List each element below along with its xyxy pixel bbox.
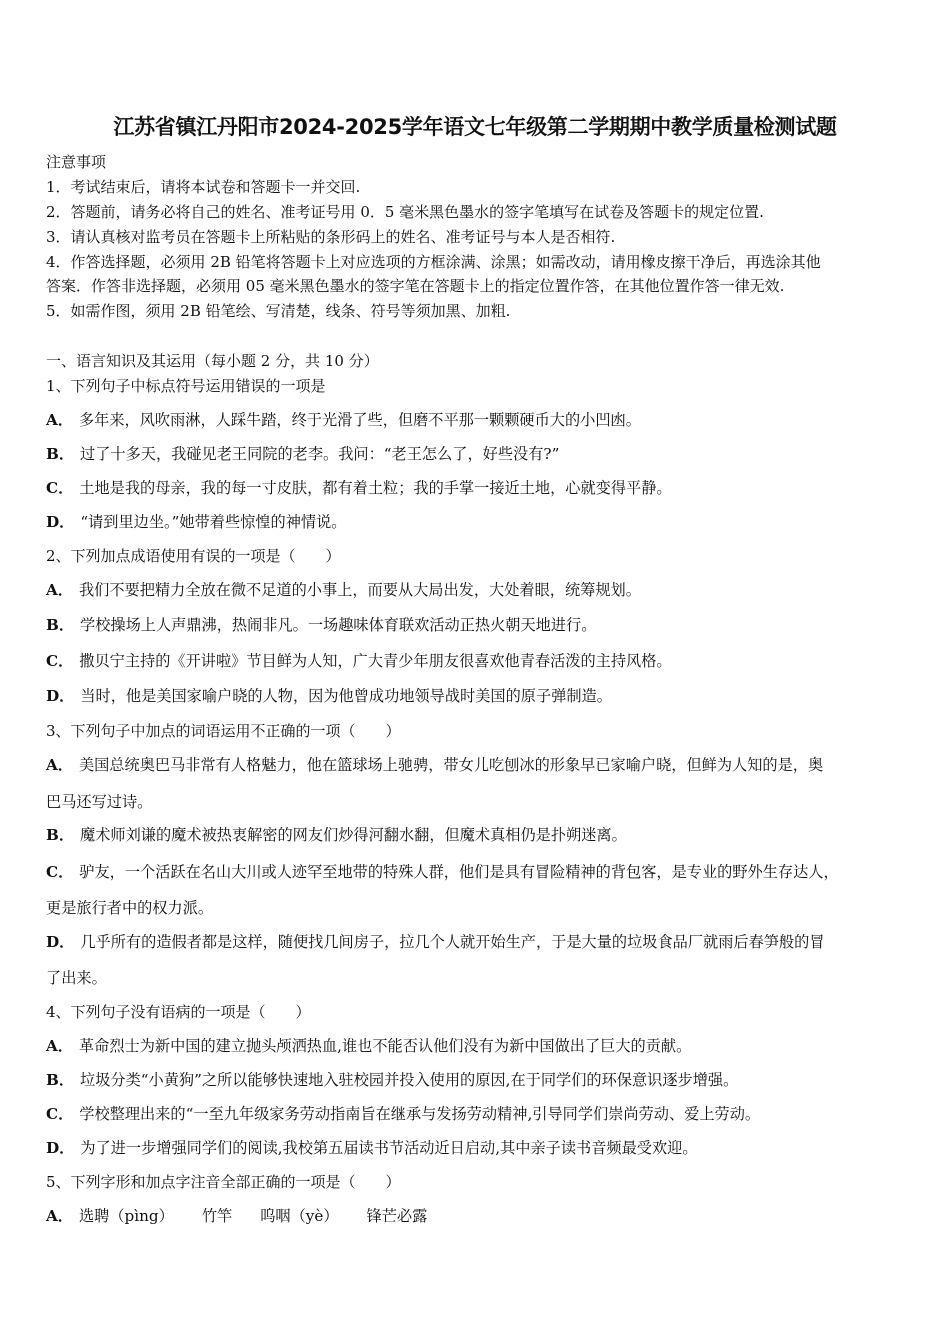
- question-stem: 1、下列句子中标点符号运用错误的一项是: [46, 377, 326, 395]
- option-continuation: 了出来。: [46, 969, 107, 987]
- option-text: “请到里边坐。”她带着些惊惶的神情说。: [80, 513, 347, 531]
- question-option: [46, 686, 612, 706]
- question-option: [46, 1070, 738, 1090]
- option-text: 撒贝宁主持的《开讲啦》节目鲜为人知，广大青少年朋友很喜欢他青春活泼的主持风格。: [79, 652, 672, 670]
- notice-line: 5．如需作图，须用 2B 铅笔绘、写清楚，线条、符号等须加黑、加粗.: [46, 302, 511, 320]
- option-text: 美国总统奥巴马非常有人格魅力，他在篮球场上驰骋，带女儿吃刨冰的形象早已家喻户晓，但鲜为人知的是，奥: [78, 756, 824, 774]
- notice-line: 答案．作答非选择题，必须用 05 毫米黑色墨水的签字笔在答题卡上的指定位置作答，在其他位置作答一律无效.: [46, 277, 785, 295]
- option-text: 多年来，风吹雨淋，人踩牛踏，终于光滑了些，但磨不平那一颗颗硬币大的小凹凼。: [78, 411, 641, 429]
- option-text: 学校整理出来的“一至九年级家务劳动指南旨在继承与发扬劳动精神,引导同学们崇尚劳动、爱上劳动。: [79, 1105, 761, 1123]
- option-text: 驴友，一个活跃在名山大川或人迹罕至地带的特殊人群，他们是具有冒险精神的背包客，是专业的野外生存达人，: [79, 863, 839, 881]
- option-label: A．: [46, 411, 73, 429]
- option-label: D．: [46, 1139, 75, 1157]
- option-label: A．: [46, 1037, 73, 1055]
- option-continuation: 巴马还写过诗。: [46, 793, 153, 811]
- question-option: [46, 580, 641, 600]
- question-option: [46, 478, 672, 498]
- notice-line: 2．答题前，请务必将自己的姓名、准考证号用 0．5 毫米黑色墨水的签字笔填写在试卷及答题卡的规定位置.: [46, 203, 764, 221]
- notice-line: 1．考试结束后，请将本试卷和答题卡一并交回.: [46, 178, 361, 196]
- option-label: D．: [46, 687, 75, 705]
- option-text: 当时，他是美国家喻户晓的人物，因为他曾成功地领导战时美国的原子弹制造。: [80, 687, 612, 705]
- question-option: [46, 755, 823, 775]
- option-text: 垃圾分类“小黄狗”之所以能够快速地入驻校园并投入使用的原因,在于同学们的环保意识逐步增强。: [80, 1071, 739, 1089]
- option-text: 学校操场上人声鼎沸，热闹非凡。一场趣味体育联欢活动正热火朝天地进行。: [80, 616, 597, 634]
- option-item: 呜咽（yè）: [260, 1207, 339, 1225]
- question-stem: 4、下列句子没有语病的一项是（ ）: [46, 1003, 311, 1021]
- option-label: A．: [46, 1207, 73, 1225]
- option-label: A．: [46, 756, 73, 774]
- notice-line: 3．请认真核对监考员在答题卡上所粘贴的条形码上的姓名、准考证号与本人是否相符.: [46, 228, 616, 246]
- option-item: 锋芒必露: [366, 1207, 428, 1225]
- question-option: [46, 651, 672, 671]
- question-option: [46, 1206, 427, 1226]
- option-label: B．: [46, 616, 75, 634]
- option-text: 过了十多天，我碰见老王同院的老李。我问：“老王怎么了，好些没有?”: [80, 445, 560, 463]
- option-label: B．: [46, 826, 75, 844]
- option-item: 竹竿: [201, 1207, 233, 1225]
- question-option: [46, 862, 839, 882]
- notice-heading: 注意事项: [46, 153, 107, 171]
- option-label: C．: [46, 863, 74, 881]
- notice-line: 4．作答选择题，必须用 2B 铅笔将答题卡上对应选项的方框涂满、涂黑；如需改动，请用橡皮擦干净后，再选涂其他: [46, 253, 821, 271]
- option-text: 为了进一步增强同学们的阅读,我校第五届读书节活动近日启动,其中亲子读书音频最受欢迎。: [80, 1139, 698, 1157]
- option-text: 我们不要把精力全放在微不足道的小事上，而要从大局出发，大处着眼，统筹规划。: [78, 581, 641, 599]
- option-text: 魔术师刘谦的魔术被热衷解密的网友们炒得河翻水翻，但魔术真相仍是扑朔迷离。: [80, 826, 627, 844]
- option-label: C．: [46, 652, 74, 670]
- page-title: 江苏省镇江丹阳市2024-2025学年语文七年级第二学期期中教学质量检测试题: [113, 115, 837, 139]
- option-label: C．: [46, 479, 74, 497]
- question-option: [46, 825, 627, 845]
- option-text: 几乎所有的造假者都是这样，随便找几间房子，拉几个人就开始生产，于是大量的垃圾食品厂就雨后春笋般的冒: [80, 933, 825, 951]
- option-label: D．: [46, 933, 75, 951]
- question-option: [46, 512, 346, 532]
- section-heading: 一、语言知识及其运用（每小题 2 分，共 10 分）: [46, 352, 379, 370]
- question-option: [46, 444, 559, 464]
- option-label: B．: [46, 1071, 75, 1089]
- option-item: 选聘（pìng）: [78, 1207, 174, 1225]
- option-label: B．: [46, 445, 75, 463]
- question-option: [46, 1138, 698, 1158]
- question-option: [46, 410, 641, 430]
- option-text: 土地是我的母亲，我的每一寸皮肤，都有着土粒；我的手掌一接近土地，心就变得平静。: [79, 479, 672, 497]
- question-stem: 5、下列字形和加点字注音全部正确的一项是（ ）: [46, 1173, 401, 1191]
- question-option: [46, 1036, 691, 1056]
- option-label: A．: [46, 581, 73, 599]
- option-label: C．: [46, 1105, 74, 1123]
- question-stem: 2、下列加点成语使用有误的一项是（ ）: [46, 547, 341, 565]
- question-option: [46, 932, 825, 952]
- question-option: [46, 615, 596, 635]
- question-stem: 3、下列句子中加点的词语运用不正确的一项（ ）: [46, 722, 401, 740]
- question-option: [46, 1104, 760, 1124]
- option-text: 革命烈士为新中国的建立抛头颅洒热血,谁也不能否认他们没有为新中国做出了巨大的贡献。: [78, 1037, 692, 1055]
- option-label: D．: [46, 513, 75, 531]
- option-continuation: 更是旅行者中的权力派。: [46, 899, 214, 917]
